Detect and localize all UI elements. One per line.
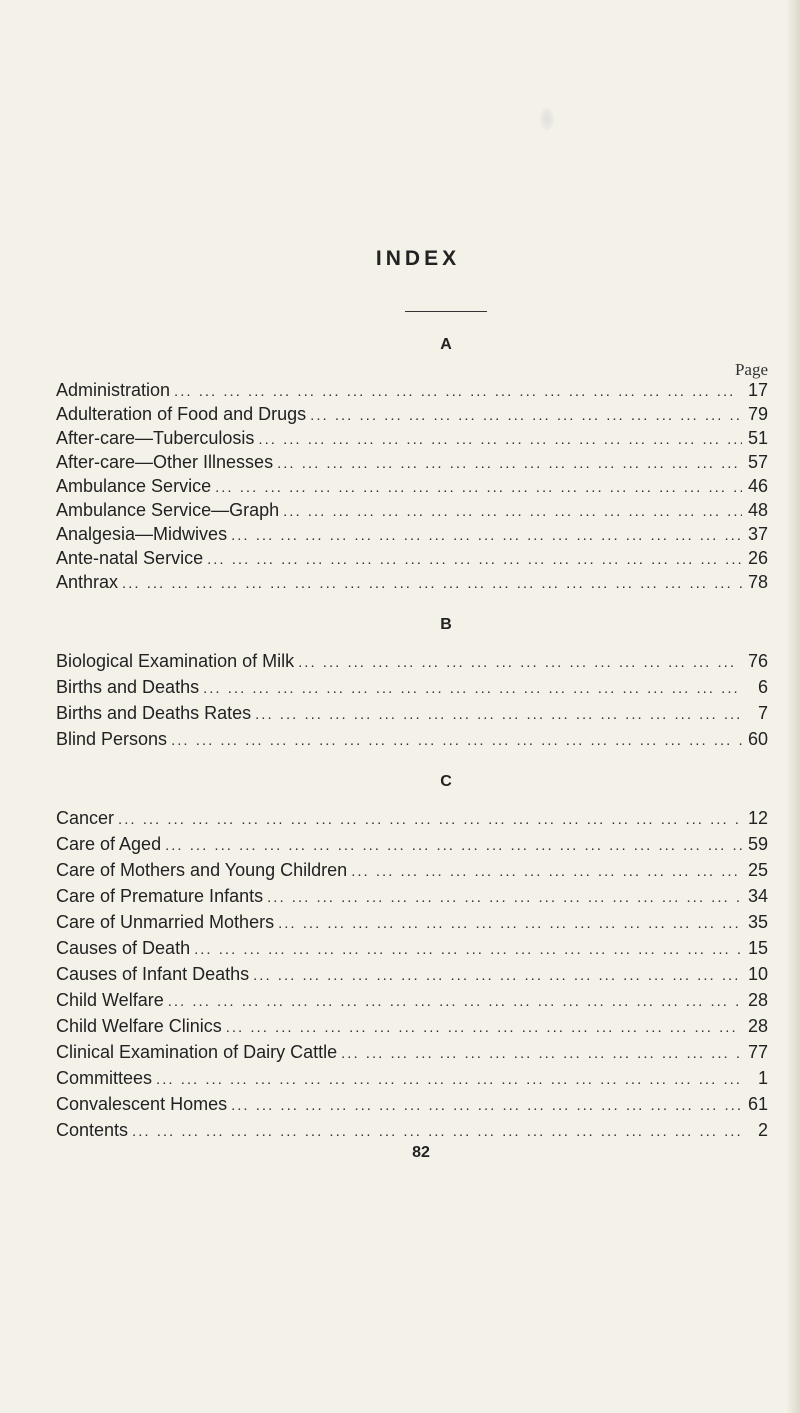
dot-leader (231, 527, 742, 544)
entry-page: 79 (747, 404, 768, 424)
index-entry (56, 651, 768, 675)
entry-label: After-care—Tuberculosis (56, 428, 255, 448)
entry-page: 28 (747, 1016, 768, 1036)
entry-label: Committees (56, 1068, 153, 1088)
entry-page: 59 (747, 834, 768, 854)
entry-page: 51 (747, 428, 768, 448)
entry-label: Convalescent Homes (56, 1094, 228, 1114)
dot-leader (132, 1123, 742, 1140)
index-entry (56, 677, 768, 701)
index-entry (56, 404, 768, 428)
entry-page: 78 (747, 572, 768, 592)
entry-label: Clinical Examination of Dairy Cattle (56, 1042, 338, 1062)
dot-leader (215, 479, 742, 496)
index-entry (56, 938, 768, 962)
entry-page: 15 (747, 938, 768, 958)
entry-page: 1 (757, 1068, 768, 1088)
entry-page: 76 (747, 651, 768, 671)
page-column-header: Page (734, 360, 768, 379)
index-entry (56, 1094, 768, 1118)
entry-page: 48 (747, 500, 768, 520)
dot-leader (258, 431, 742, 448)
entry-page: 57 (747, 452, 768, 472)
entry-label: After-care—Other Illnesses (56, 452, 274, 472)
index-entry (56, 912, 768, 936)
entry-label: Care of Unmarried Mothers (56, 912, 275, 932)
index-entry (56, 990, 768, 1014)
entry-label: Child Welfare (56, 990, 164, 1010)
dot-leader (255, 706, 742, 723)
entry-label: Administration (56, 380, 171, 400)
entry-label: Births and Deaths (56, 677, 200, 697)
dot-leader (207, 551, 742, 568)
entry-page: 34 (747, 886, 768, 906)
dot-leader (341, 1045, 742, 1062)
entry-label: Cancer (56, 808, 115, 828)
entry-label: Analgesia—Midwives (56, 524, 228, 544)
dot-leader (298, 654, 742, 671)
entry-label: Biological Examination of Milk (56, 651, 295, 671)
entry-label: Ambulance Service—Graph (56, 500, 280, 520)
index-entry (56, 860, 768, 884)
dot-leader (351, 863, 742, 880)
index-entry (56, 380, 768, 404)
entry-page: 26 (747, 548, 768, 568)
dot-leader (231, 1097, 742, 1114)
index-entry (56, 729, 768, 753)
index-entry (56, 476, 768, 500)
entry-label: Ambulance Service (56, 476, 212, 496)
page-title: INDEX (375, 247, 461, 270)
index-entry (56, 703, 768, 727)
dot-leader (168, 993, 742, 1010)
index-entry (56, 964, 768, 988)
dot-leader (267, 889, 742, 906)
entry-page: 12 (747, 808, 768, 828)
entry-page: 35 (747, 912, 768, 932)
dot-leader (174, 383, 742, 400)
section-letter-c: C (440, 773, 452, 790)
entry-page: 7 (757, 703, 768, 723)
index-entry (56, 1120, 768, 1144)
section-letter-a: A (440, 336, 452, 353)
index-entry (56, 572, 768, 596)
entry-label: Contents (56, 1120, 129, 1140)
index-entry (56, 452, 768, 476)
entry-page: 17 (747, 380, 768, 400)
index-entry (56, 1068, 768, 1092)
dot-leader (165, 837, 742, 854)
entry-label: Care of Premature Infants (56, 886, 264, 906)
index-entry (56, 500, 768, 524)
dot-leader (118, 811, 742, 828)
entry-label: Ante-natal Service (56, 548, 204, 568)
entry-label: Child Welfare Clinics (56, 1016, 222, 1036)
dot-leader (203, 680, 742, 697)
entry-label: Births and Deaths Rates (56, 703, 252, 723)
dot-leader (277, 455, 742, 472)
entry-page: 60 (747, 729, 768, 749)
entry-label: Anthrax (56, 572, 119, 592)
section-letter-b: B (440, 616, 452, 633)
dot-leader (156, 1071, 742, 1088)
dot-leader (171, 732, 742, 749)
dot-leader (122, 575, 742, 592)
dot-leader (253, 967, 742, 984)
entry-page: 25 (747, 860, 768, 880)
entry-label: Blind Persons (56, 729, 168, 749)
dot-leader (278, 915, 742, 932)
entry-label: Adulteration of Food and Drugs (56, 404, 307, 424)
entry-page: 28 (747, 990, 768, 1010)
title-underline (405, 311, 487, 312)
entry-page: 61 (747, 1094, 768, 1114)
index-entry (56, 524, 768, 548)
dot-leader (226, 1019, 742, 1036)
index-entry (56, 1042, 768, 1066)
entry-page: 2 (757, 1120, 768, 1140)
entry-page: 37 (747, 524, 768, 544)
paper-mark (540, 108, 554, 130)
entry-label: Care of Mothers and Young Children (56, 860, 348, 880)
entry-page: 6 (757, 677, 768, 697)
index-entry (56, 834, 768, 858)
index-entry (56, 1016, 768, 1040)
dot-leader (283, 503, 742, 520)
entry-label: Causes of Infant Deaths (56, 964, 250, 984)
entry-page: 46 (747, 476, 768, 496)
entry-label: Causes of Death (56, 938, 191, 958)
dot-leader (194, 941, 742, 958)
index-entry (56, 808, 768, 832)
footer-page-number: 82 (412, 1144, 430, 1161)
entry-page: 77 (747, 1042, 768, 1062)
page-edge-shadow (786, 0, 800, 1413)
entry-page: 10 (747, 964, 768, 984)
index-entry (56, 886, 768, 910)
index-entry (56, 428, 768, 452)
dot-leader (310, 407, 742, 424)
entry-label: Care of Aged (56, 834, 162, 854)
index-entry (56, 548, 768, 572)
